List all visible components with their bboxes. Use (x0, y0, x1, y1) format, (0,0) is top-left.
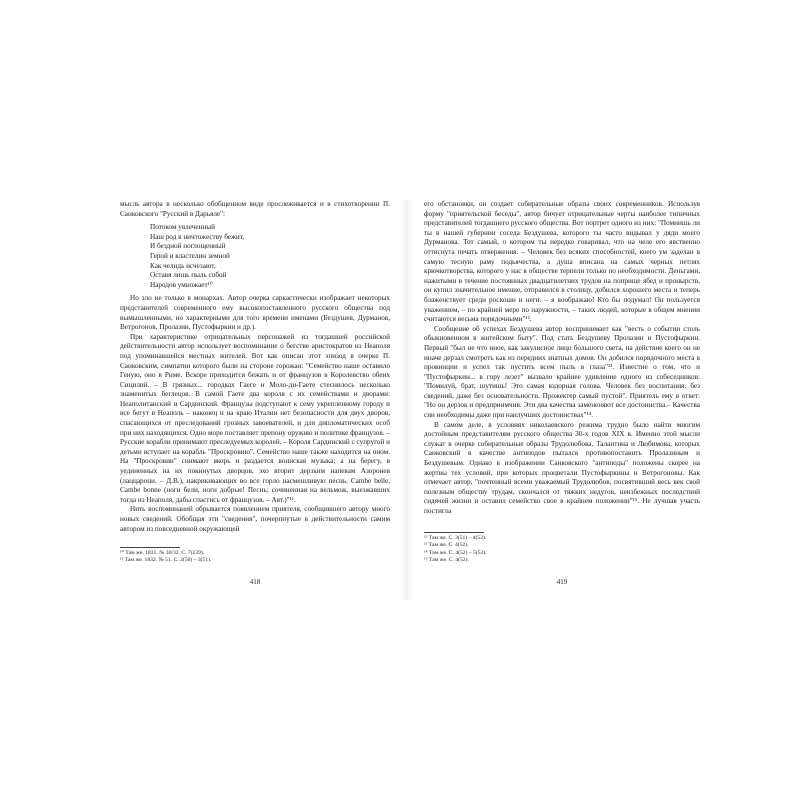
footnote-rule (120, 547, 180, 548)
poem-line: Как челндь исчезают, (150, 261, 216, 270)
footnote: ¹⁴ Там же. С. 4(52) – 5(53). (424, 549, 487, 556)
poem-line: Наш род в ничтожеству бежит, (150, 232, 245, 241)
poem-line: Потоком увлеченный (150, 223, 215, 232)
footnote: ¹⁰ Там же. 1831. № 30/32. С. 7(239). (120, 549, 205, 556)
left-footnotes (120, 547, 390, 564)
poem-line: И бездной поглощенный (150, 242, 226, 251)
footnote: ¹³ Там же. С. 4(52). (424, 542, 469, 549)
left-page (120, 200, 390, 600)
right-footnotes (424, 532, 700, 564)
left-paragraph-2: При характеристике отрицательных персонажей из тогдашней российской действительности автор использует воспоминание о бегстве аристократов из Неаполя под упоминавшейся местных жителей. Вот как описан этот эпизод в очерке П. Санковским, симпатии которого были на стороне горожан: "Семейство наше оставило Геную, оно в Риме. Вскоре приходится бежать и от французов в Королевство обеих Сицилий. – В грязных... городках Гаеге и Моло-ди-Гаете стеснилось несколько знаменитых беглецов. В самой Гаете два короля с их семействами и дворами: Неаполитанский и Сардинский. Французы подступают к сему укрепленному городу и все бегут в Неаполь – наконец и на краю Италии нет безопасности для двух дворов, спасающихся от преследований грозных завоевателей, и для дипломатических особ при них находящихся. Одно море поставляет препону оружию и политике французов. – Русские корабли принимают преследуемых королей. – Короля Сардинский с супругой и детьми вступает на корабль "Проскровию". Семейство наше также находится на оном. На "Проскровии" снимают якорь и раздается воинская музыка; а на берегу, в уединенных на их покинутых дворцов, эхо вторит дерзким напевам Азоронев (лаццарони. – Д.В.), накрикивающих во все горло насмешливую песнь. Cambe belle, Cambe bonne (ноги бели, ноги добрые! Песнь; сочиненная на вельмож, выезжавших тогда из Неаполя, дабы спастись от французов. – Авт.)"¹¹. (120, 332, 390, 504)
page-number-left: 418 (249, 578, 261, 587)
left-intro-paragraph: мысль автора в несколько обобщенном виде прослеживается и в стихотворении П. Санковского "Русский в Дарьяле": (120, 200, 390, 218)
right-page (424, 200, 700, 600)
footnote: ¹² Там же. С. 3(51) – 4(52). (424, 535, 487, 542)
right-paragraph-2: Сообщение об успехах Бездушева автор воспринимает как "весть о событии столь обыкновенном в житейском быту". Под стать Бездушеву Пролазин и Пустофыркин. Первый "был не что иное, как закулисное лицо большого света, на действие коего он не иначе дерзал смотреть как из передних знатных домов. Он добился порядочного места в провинции и успел так пустить всем пыль в глаза"¹³. Известие о том, что и "Пустофыркин... в гору лезет" вызвало крайнее удивление одного из собеседников: "Помилуй, брат, шутишь! Это самая вздорная голова. Человек без воспитания, без сведений, даже без основательности. Прожектер самый пустой". Приятель ему в ответ: "Но он дерзок и предприимчив. Эти два качества замененяют все достоинства.– Качества сии необходимы даже при наилучших достоинствах"¹⁴. (424, 324, 700, 420)
poem-line: Оставя лишь пыль собой (150, 271, 227, 280)
book-gutter (400, 200, 414, 600)
footnote-rule (424, 532, 484, 533)
poem-line: Герой и властелин земной (150, 251, 230, 260)
poem-line: Народов умножает¹⁰ (150, 280, 213, 289)
footnote: ¹¹ Там же. 1832. № 51. С. 2(50) – 3(51). (120, 556, 212, 563)
page-number-right: 419 (556, 578, 568, 587)
right-paragraph-3: В самом деле, в условиях николаевского режима трудно было найти многим достойным представителям русского общества 30-х годов XIX в. Именно этой мысли служат в очерке собирательные образы Трудолюбова, Талантина и Любимова, которых Санковский в качестве антиподов пытался противопоставить Пролазиным и Бездушевым. Однако в изображении Санковского "антиподы" положены скорее на жертвы тех условий, при которых процветали Пустофыркины и Ветрогоновы. Как отмечает автор, "почтенный всеми уважаемый Трудолюбов, посвятивший весь век свой полезным обществу трудам, скончался от тяжких недугов, неизбежных последствий сидячей жизни и оставил семейство свое в крайнем положении"¹⁵. Не лучшая участь постигла (424, 420, 700, 515)
book-spread (108, 200, 704, 600)
right-paragraph-1: его обстановки, он создает собирательные образы своих современников. Используя форму "приятельской беседы", автор бичует отрицательные черты наиболее типичных представителей тогдашнего русского общества. Вот портрет одного из них: "Помнишь ли ты в нашей губернии соседа Бездушева, которого ты часто видывал у дяди моего Дурманова. Тот самый, о котором ты нередко говаривал, что на челе его явственно оттиснута печать отвержения. – Человек без всяких способностей, коего ум заделан в самую тесную раму подьячества, а душа вписана на самых черных петлях крючкотворства, которого у нас в обществе терпели только по необходимости. Деньгами, нажитыми в течение постоянных двадцатилетних трудов на поприще ябед и пронырств, он купил значительное имение, отправился в столицу, добился хорошего места и теперь блаженствует среди роскоши и неги. – я воображаю! Кто бы подумал! Он пользуется уважением, – по крайней мере по наружности, – таких людей, которые в общем мнении считаются весьма порядочными"¹². (424, 200, 700, 324)
left-paragraph-1: Но зло не только в монархах. Автор очерка саркастически изображает некоторых представителей современного ему высокопоставленного русского общества под вымышленными, но характерными для того времени именами (Бездушев, Дурманов, Ветрогонов, Пролазин, Пустофыркин и др.). (120, 294, 390, 332)
poem-stanza (150, 223, 390, 290)
left-paragraph-3: Нить воспоминаний обрывается появлением приятеля, сообщившего автору много новых сведений. Обобщая эти "сведения", почерпнутые в действительности самим автором из повседневной окружающей (120, 505, 390, 533)
footnote: ¹⁵ Там же. С. 4(52). (424, 556, 469, 563)
